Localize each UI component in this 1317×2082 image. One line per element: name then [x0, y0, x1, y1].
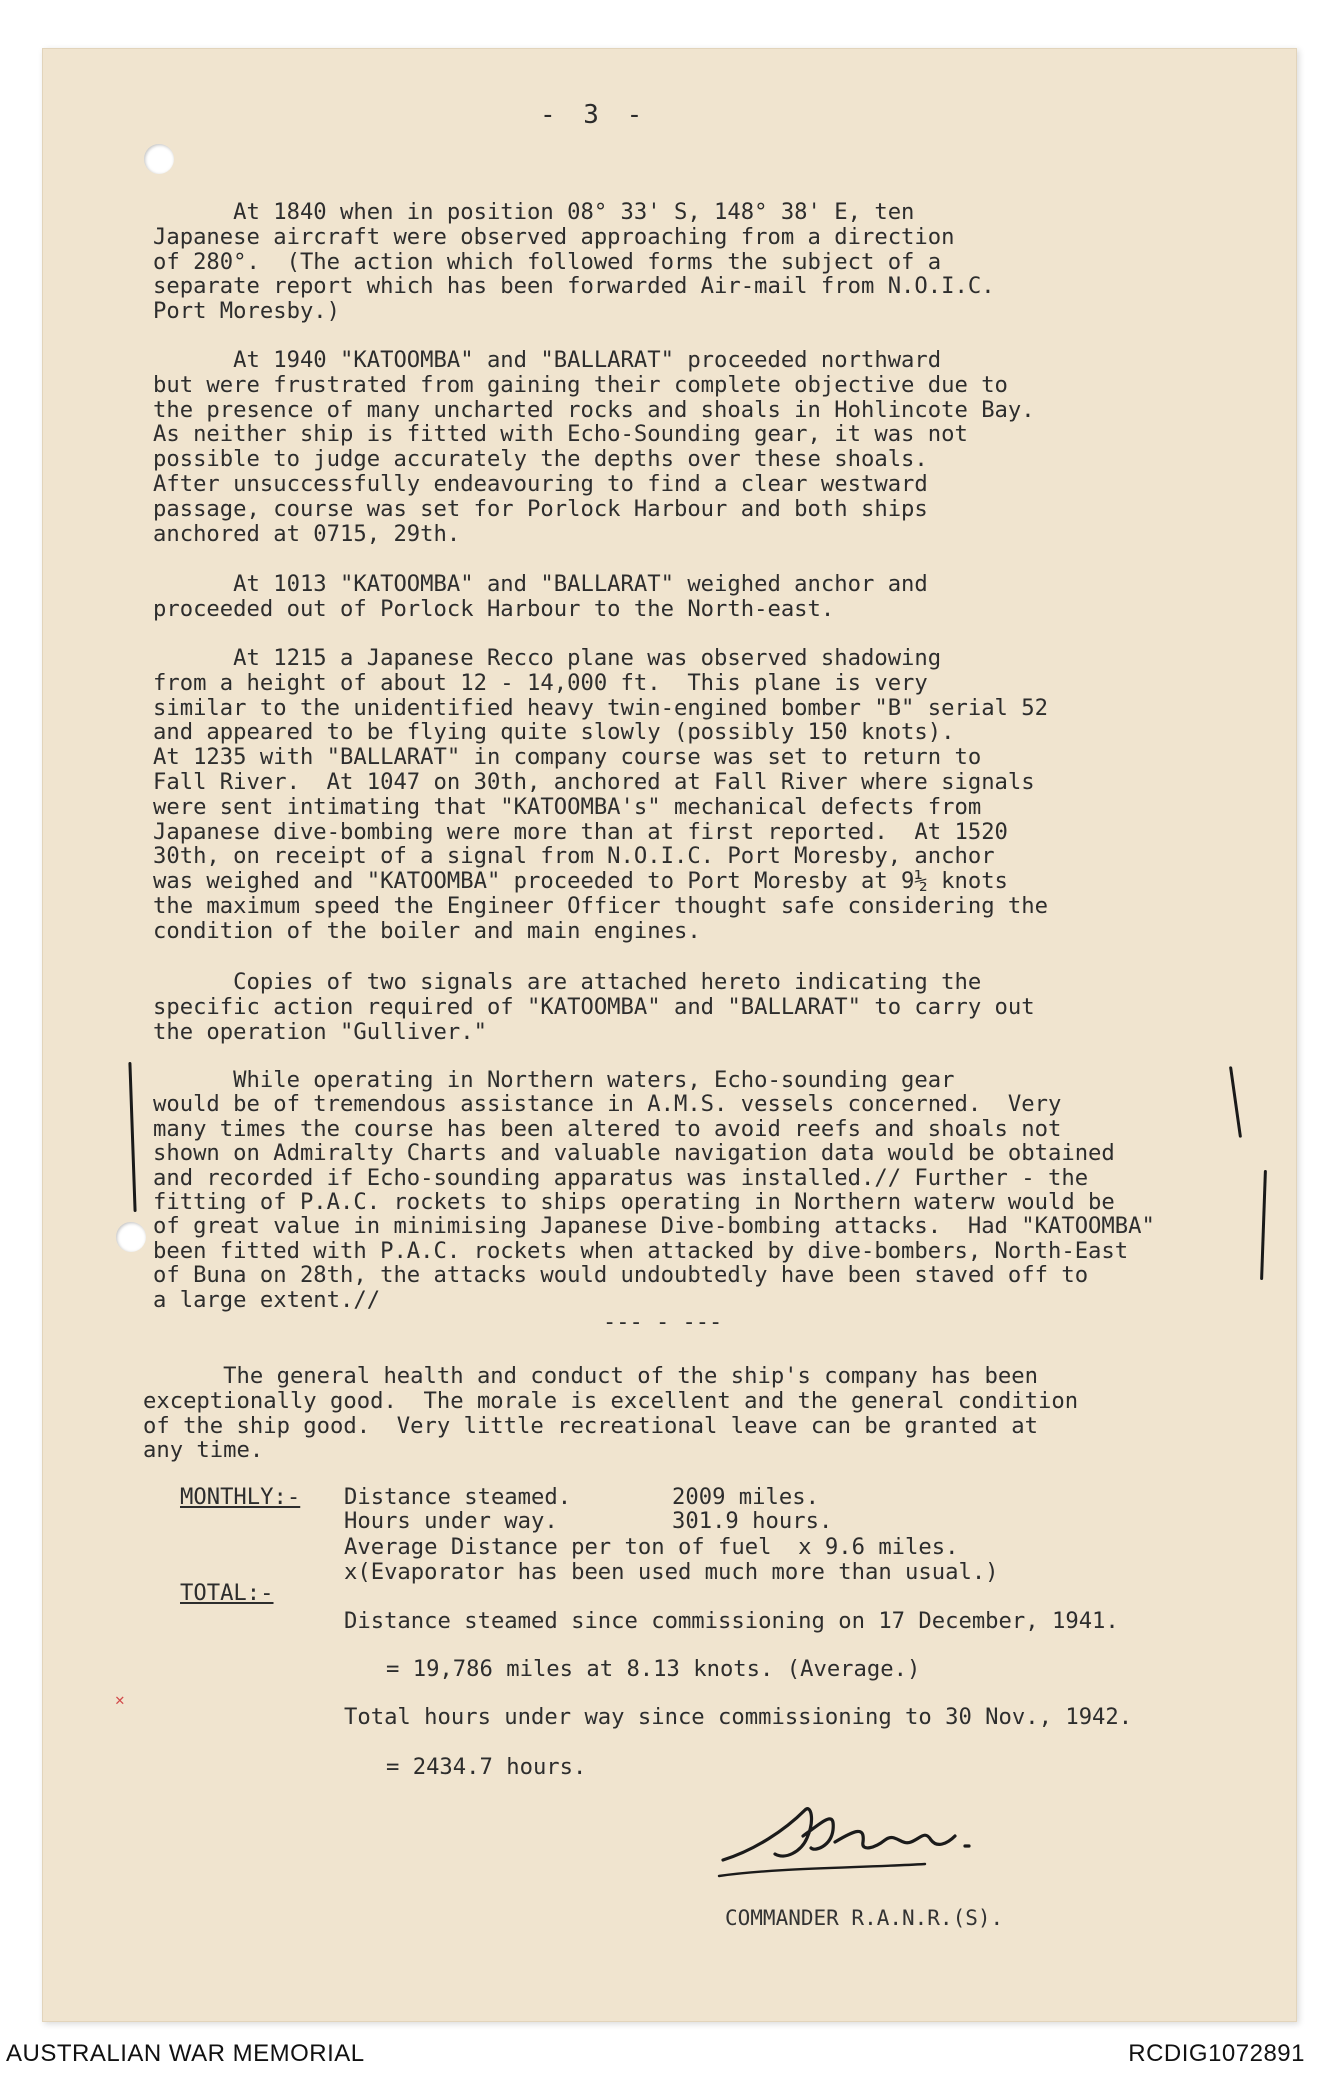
- signature-title: COMMANDER R.A.N.R.(S).: [725, 1906, 1004, 1930]
- punch-hole-top: [144, 144, 174, 174]
- monthly-label: MONTHLY:-: [180, 1484, 301, 1510]
- evaporator-note: x(Evaporator has been used much more than usual.): [344, 1559, 999, 1585]
- paragraph-recco-plane: At 1215 a Japanese Recco plane was observed shadowing from a height of about 12 - 14,000 ft. This plane is very similar to the unidentified heavy twin-engined bomber "B" serial 52 and appeared to be flying quite slowly (possibly 150 knots). At 1235 with "BALLARAT" in company course was set to return to Fall River. At 1047 on 30th, anchored at Fall River where signals were sent intimating that "KATOOMBA's" mechanical defects from Japanese dive-bombing were more than at first reported. At 1520 30th, on receipt of a signal from N.O.I.C. Port Moresby, anchor was weighed and "KATOOMBA" proceeded to Port Moresby at 9½ knots the maximum speed the Engineer Officer thought safe considering the condition of the boiler and main engines.: [153, 645, 1048, 944]
- punch-hole-bottom: [116, 1222, 146, 1252]
- total-hours-value: = 2434.7 hours.: [386, 1754, 587, 1780]
- footer-reference: RCDIG1072891: [1128, 2040, 1305, 2067]
- margin-cross-icon: ✕: [115, 1690, 125, 1709]
- distance-steamed-label: Distance steamed.: [344, 1484, 572, 1510]
- page-number: - 3 -: [540, 100, 649, 130]
- signature-mark: [715, 1790, 1015, 1880]
- paragraph-proceeded-northward: At 1940 "KATOOMBA" and "BALLARAT" proceeded northward but were frustrated from gaining their complete objective due to the presence of many uncharted rocks and shoals in Hohlincote Bay. As neither ship is fitted with Echo-Sounding gear, it was not possible to judge accurately the depths over these shoals. After unsuccessfully endeavouring to find a clear westward passage, course was set for Porlock Harbour and both ships anchored at 0715, 29th.: [153, 347, 1035, 547]
- paragraph-signals-attached: Copies of two signals are attached hereto indicating the specific action required of "KATOOMBA" and "BALLARAT" to carry out the operation "Gulliver.": [153, 969, 1035, 1045]
- hours-under-way-label: Hours under way.: [344, 1508, 558, 1534]
- average-distance-line: Average Distance per ton of fuel x 9.6 miles.: [344, 1534, 959, 1560]
- hours-under-way-value: 301.9 hours.: [672, 1508, 833, 1534]
- total-distance-line: Distance steamed since commissioning on 17 December, 1941.: [344, 1608, 1119, 1634]
- paragraph-aircraft-sighting: At 1840 when in position 08° 33' S, 148° 38' E, ten Japanese aircraft were observed approaching from a direction of 280°. (The action which followed forms the subject of a separate report which has been forwarded Air-mail from N.O.I.C. Port Moresby.): [153, 199, 995, 325]
- total-hours-line: Total hours under way since commissioning to 30 Nov., 1942.: [344, 1704, 1133, 1730]
- paragraph-health-conduct: The general health and conduct of the ship's company has been exceptionally good. The morale is excellent and the general condition of the ship good. Very little recreational leave can be granted at any time.: [143, 1363, 1079, 1464]
- footer-institution: AUSTRALIAN WAR MEMORIAL: [6, 2040, 365, 2067]
- distance-steamed-value: 2009 miles.: [672, 1484, 819, 1510]
- section-separator: --- - ---: [603, 1310, 723, 1335]
- paragraph-echo-sounding: While operating in Northern waters, Echo-sounding gear would be of tremendous assistance in A.M.S. vessels concerned. Very many times the course has been altered to avoid reefs and shoals not shown on Admiralty Charts and valuable navigation data would be obtained and recorded if Echo-sounding apparatus was installed.// Further - the fitting of P.A.C. rockets to ships operating in Northern waterw would be of great value in minimising Japanese Dive-bombing attacks. Had "KATOOMBA" been fitted with P.A.C. rockets when attacked by dive-bombers, North-East of Buna on 28th, the attacks would undoubtedly have been staved off to a large extent.//: [153, 1067, 1155, 1313]
- total-distance-value: = 19,786 miles at 8.13 knots. (Average.): [386, 1656, 921, 1682]
- paragraph-weighed-anchor: At 1013 "KATOOMBA" and "BALLARAT" weighed anchor and proceeded out of Porlock Harbour to the North-east.: [153, 571, 928, 622]
- total-label: TOTAL:-: [180, 1580, 274, 1606]
